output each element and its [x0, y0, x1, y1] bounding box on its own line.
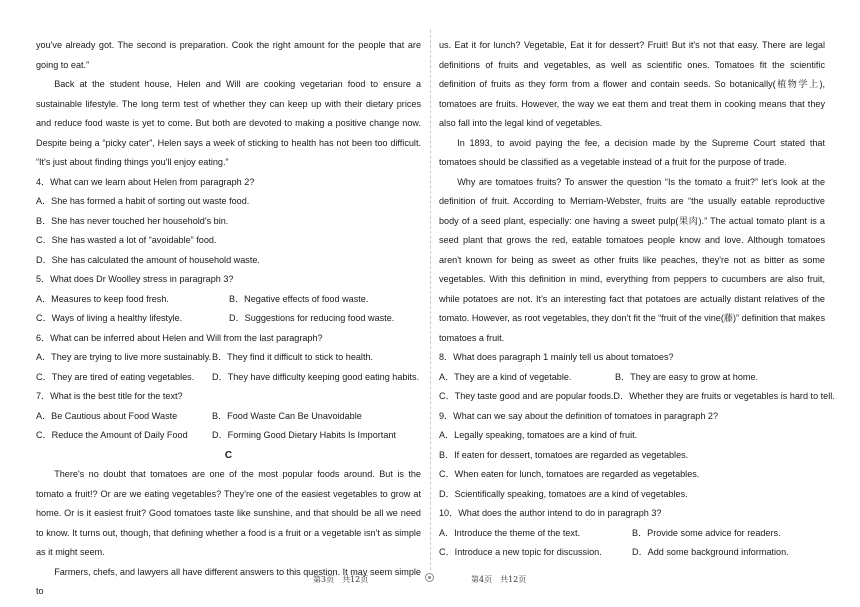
- option-6a: A．They are trying to live more sustainably.: [36, 352, 212, 362]
- option-4b: B．She has never touched her household's bin.: [36, 215, 229, 226]
- options-row: [36, 290, 421, 310]
- paragraph: Why are tomatoes fruits? To answer the question “Is the tomato a fruit?” let's look at the definition of fruit. According to Merriam-Webster, fruits are “the usually eatable reproductive body of a seed plant, especially: one having a sweet pulp(果肉).” The actual tomato plant is a seed plant that grows the red, eatable tomatoes people know and love. Although tomatoes aren't known for being as sweet as other fruits like peaches, they're not as bitter as some vegetables. With this definition in mind, everything from peppers to cucumbers are also fruit, while potatoes are not. It's an interesting fact that potatoes are actually distant relatives of the tomato. However, as root vegetables, they don't fit the “fruit of the vine(藤)” definition that makes tomatoes a fruit.: [439, 176, 825, 343]
- option-5d: D．Suggestions for reducing food waste.: [229, 313, 395, 323]
- paragraph: There's no doubt that tomatoes are one of the most popular foods around. But is the tomato a fruit!? Or are we eating vegetables? They're one of the easiest vegetables to grow at home. Or is it easiest fruit? Good tomatoes taste like sunshine, and that should be all we need to know. It turns out, though, that defining whether a food is a fruit or a vegetable isn't as simple as it might seem.: [36, 469, 421, 557]
- question-4: 4．What can we learn about Helen from paragraph 2?: [36, 176, 255, 187]
- option-10b: B．Provide some advice for readers.: [632, 527, 781, 538]
- option-4d: D．She has calculated the amount of household waste.: [36, 254, 260, 265]
- option-9c: C．When eaten for lunch, tomatoes are regarded as vegetables.: [439, 469, 700, 479]
- binding-hole-icon: [425, 573, 434, 582]
- question-5: 5．What does Dr Woolley stress in paragraph 3?: [36, 274, 234, 284]
- options-row: [36, 426, 421, 446]
- option-7a: A．Be Cautious about Food Waste: [36, 410, 178, 421]
- column-divider: [430, 30, 431, 570]
- option-5c: C．Ways of living a healthy lifestyle.: [36, 313, 183, 323]
- options-row: [439, 368, 825, 388]
- option-7c: C．Reduce the Amount of Daily Food: [36, 430, 188, 440]
- option-10c: C．Introduce a new topic for discussion.: [439, 547, 602, 557]
- option-4a: A．She has formed a habit of sorting out waste food.: [36, 196, 250, 206]
- option-5b: B．Negative effects of food waste.: [229, 293, 369, 304]
- option-9a: A．Legally speaking, tomatoes are a kind of fruit.: [439, 430, 638, 440]
- option-8d: D．Whether they are fruits or vegetables is hard to tell.: [613, 391, 835, 401]
- options-row: [36, 368, 421, 388]
- option-10a: A．Introduce the theme of the text.: [439, 527, 581, 538]
- options-row: [439, 387, 835, 407]
- section-heading: C: [224, 449, 233, 461]
- options-row: [36, 348, 421, 368]
- options-row: [439, 543, 825, 563]
- option-6c: C．They are tired of eating vegetables.: [36, 371, 195, 382]
- options-row: [36, 407, 421, 427]
- paragraph: In 1893, to avoid paying the fee, a decision made by the Supreme Court stated that tomatoes should be classified as a vegetable instead of a fruit for the purpose of trade.: [439, 137, 825, 167]
- question-9: 9．What can we say about the definition of tomatoes in paragraph 2?: [439, 410, 719, 421]
- options-row: [439, 524, 825, 544]
- option-8c: C．They taste good and are popular foods.: [439, 391, 614, 401]
- option-9d: D．Scientifically speaking, tomatoes are a kind of vegetables.: [439, 488, 688, 499]
- right-column: [439, 36, 835, 563]
- paragraph: us. Eat it for lunch? Vegetable, Eat it for dessert? Fruit! But it's not that easy. There are legal definitions of fruits and vegetables, as well as scientific ones. Tomatoes fit the scientific definition of fruits as they form from a flower and contain seeds. So botanically(植物学上), tomatoes are fruits. However, the way we eat them and treat them in cooking means that they also fall into the legal kind of vegetables.: [439, 40, 825, 128]
- option-6d: D．They have difficulty keeping good eating habits.: [212, 371, 420, 382]
- question-7: 7．What is the best title for the text?: [36, 391, 183, 401]
- option-10d: D．Add some background information.: [632, 547, 789, 557]
- page-number-right: 第4页 共12页: [471, 575, 527, 584]
- option-7b: B．Food Waste Can Be Unavoidable: [212, 410, 362, 421]
- paragraph: Farmers, chefs, and lawyers all have different answers to this question. It may seem simple to: [36, 566, 421, 596]
- option-4c: C．She has wasted a lot of “avoidable” food.: [36, 235, 217, 245]
- question-10: 10．What does the author intend to do in paragraph 3?: [439, 508, 662, 518]
- page-number-left: 第3页 共12页: [313, 575, 369, 584]
- options-row: [36, 309, 421, 329]
- question-6: 6．What can be inferred about Helen and Will from the last paragraph?: [36, 332, 323, 343]
- option-8a: A．They are a kind of vegetable.: [439, 371, 572, 382]
- option-5a: A．Measures to keep food fresh.: [36, 293, 169, 304]
- option-6b: B．They find it difficult to stick to health.: [212, 352, 374, 362]
- option-7d: D．Forming Good Dietary Habits Is Important: [212, 430, 396, 440]
- option-9b: B．If eaten for dessert, tomatoes are regarded as vegetables.: [439, 449, 689, 460]
- paragraph: Back at the student house, Helen and Will are cooking vegetarian food to ensure a sustainable lifestyle. The long term test of whether they can keep up with their dietary prices and reduce food waste is yet to come. But both are devoted to making a positive change now. Despite being a “picky cater”, Helen says a week of sticking to health has not been too difficult. “It's just about finding things you'll enjoy eating.”: [36, 79, 421, 167]
- question-8: 8．What does paragraph 1 mainly tell us about tomatoes?: [439, 352, 674, 362]
- option-8b: B．They are easy to grow at home.: [615, 371, 759, 382]
- left-column: [36, 36, 421, 602]
- paragraph: you've already got. The second is preparation. Cook the right amount for the people that are going to eat.”: [36, 40, 421, 70]
